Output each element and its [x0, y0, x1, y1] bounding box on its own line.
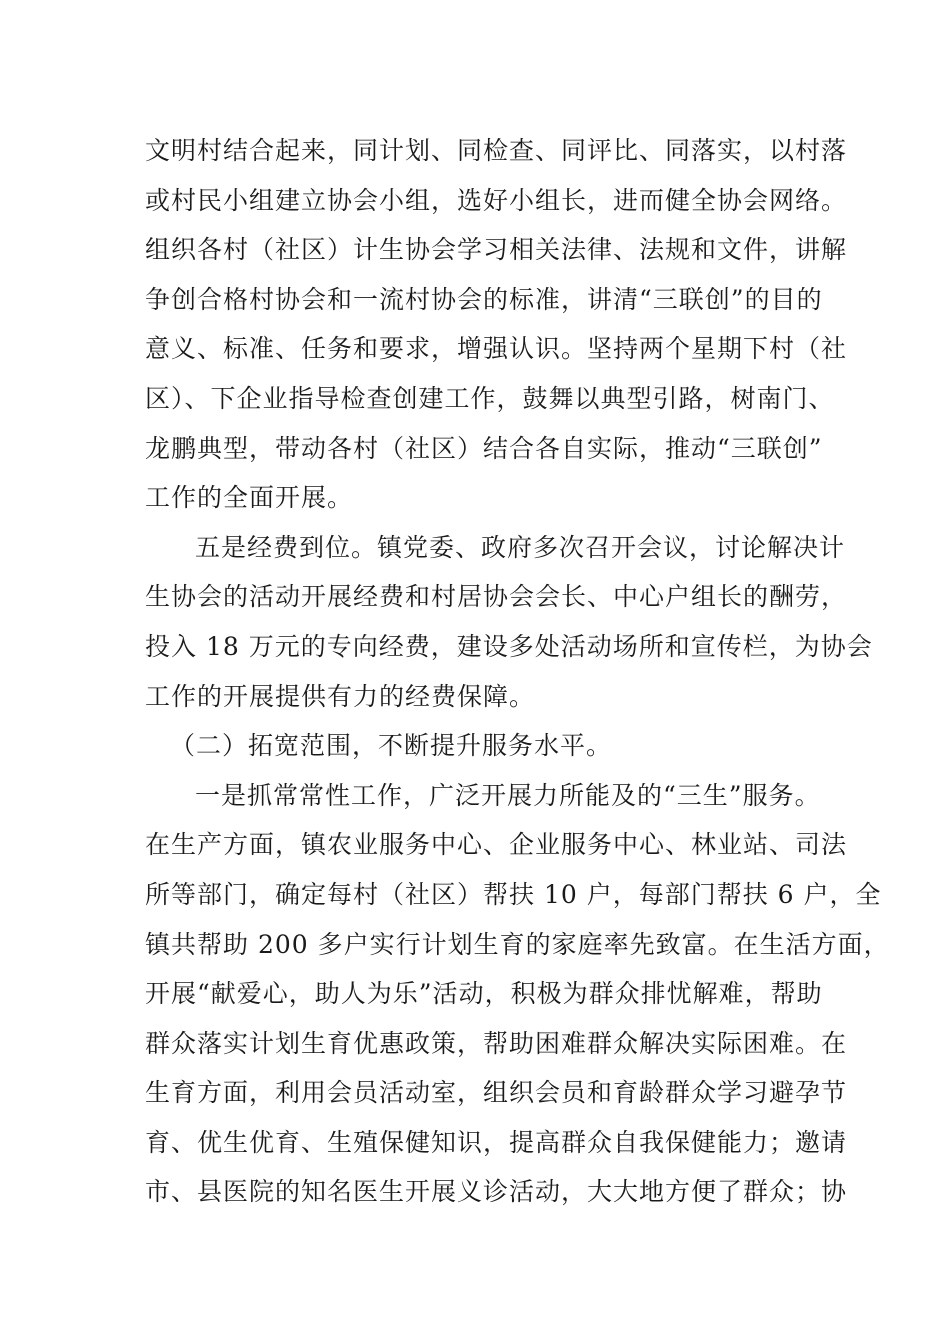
text-line: 争创合格村协会和一流村协会的标准，讲清“三联创”的目的: [145, 284, 823, 314]
text-line: 文明村结合起来，同计划、同检查、同评比、同落实，以村落: [145, 136, 848, 165]
text-line: 群众落实计划生育优惠政策，帮助困难群众解决实际困难。在: [145, 1028, 848, 1058]
text-line: 生协会的活动开展经费和村居协会会长、中心户组长的酬劳，: [145, 582, 848, 612]
text-line: 工作的开展提供有力的经费保障。: [145, 681, 536, 711]
text-line: 区）、下企业指导检查创建工作，鼓舞以典型引路，树南门、: [145, 383, 835, 413]
text-line: 组织各村（社区）计生协会学习相关法律、法规和文件，讲解: [145, 235, 848, 265]
document-body: [145, 126, 890, 1217]
text-line: 或村民小组建立协会小组，选好小组长，进而健全协会网络。: [145, 185, 848, 215]
text-line: 市、县医院的知名医生开展义诊活动，大大地方便了群众；协: [145, 1177, 848, 1207]
section-heading: （二）拓宽范围，不断提升服务水平。: [170, 731, 613, 761]
paragraph-first-line: 一是抓常常性工作，广泛开展力所能及的“三生”服务。: [195, 780, 821, 810]
text-line: 投入 18 万元的专向经费，建设多处活动场所和宣传栏，为协会: [145, 631, 873, 661]
text-line: 龙鹏典型，带动各村（社区）结合各自实际，推动“三联创”: [145, 433, 823, 463]
text-line: 生育方面，利用会员活动室，组织会员和育龄群众学习避孕节: [145, 1078, 848, 1108]
text-line: 在生产方面，镇农业服务中心、企业服务中心、林业站、司法: [145, 830, 848, 860]
text-line: 意义、标准、任务和要求，增强认识。坚持两个星期下村（社: [145, 334, 848, 364]
paragraph-first-line: 五是经费到位。镇党委、政府多次召开会议，讨论解决计: [195, 532, 846, 562]
text-line: 镇共帮助 200 多户实行计划生育的家庭率先致富。在生活方面，: [145, 929, 890, 959]
text-line: 所等部门，确定每村（社区）帮扶 10 户，每部门帮扶 6 户，全: [145, 879, 882, 909]
text-line: 工作的全面开展。: [145, 483, 354, 513]
text-line: 开展“献爱心，助人为乐”活动，积极为群众排忧解难，帮助: [145, 979, 823, 1009]
text-line: 育、优生优育、生殖保健知识，提高群众自我保健能力；邀请: [145, 1127, 848, 1157]
